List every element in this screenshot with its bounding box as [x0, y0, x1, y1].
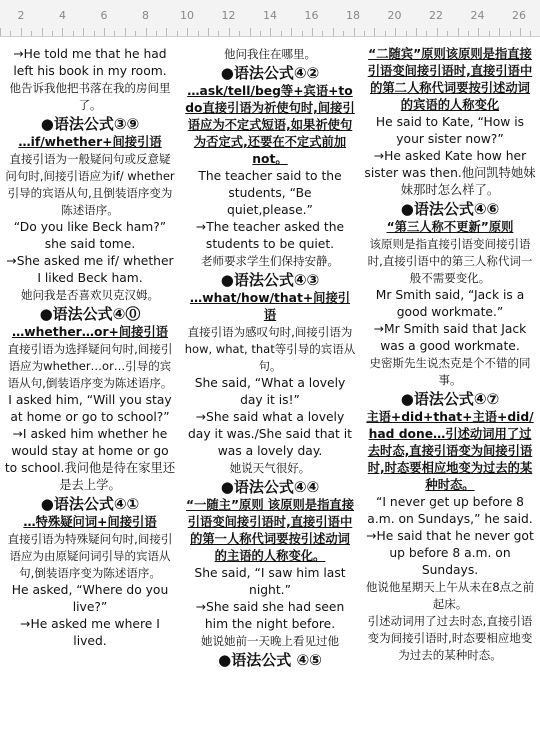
- formula-rule: “一随主”原则 该原则是指直接引语变间接引语时,直接引语中的第一人称代词要按引述动词的主语的人称变化。: [185, 498, 354, 563]
- formula-rule: …ask/tell/beg等+宾语+to do直接引语为祈使句时,间接引语应为不定式短语,如果祈使句为否定式,还要在不定式前加not。: [185, 84, 355, 166]
- ruler-tick: [208, 28, 209, 36]
- example-sentence: →He asked Kate how her sister was then.他问凯特她妹妹那时怎么样了。: [364, 149, 536, 197]
- ruler-tick: [510, 31, 511, 36]
- ruler-tick: [281, 31, 282, 36]
- example-sentence: →She asked me if/ whether I liked Beck ham.: [6, 254, 174, 285]
- ruler-tick: [364, 31, 365, 36]
- ruler-tick: [260, 31, 261, 36]
- ruler-tick: [218, 31, 219, 36]
- ruler-number: 16: [304, 9, 319, 22]
- chinese-text: 她说她前一天晚上看见过他: [201, 634, 339, 648]
- ruler-number: 20: [387, 9, 402, 22]
- ruler-tick: [437, 28, 438, 36]
- ruler-tick: [312, 28, 313, 36]
- formula-rule: …what/how/that+间接引语: [189, 291, 351, 322]
- example-sentence: →He asked me where I lived.: [20, 617, 160, 648]
- ruler-tick: [333, 28, 334, 36]
- ruler-tick: [21, 28, 22, 36]
- ruler-tick: [354, 28, 355, 36]
- ruler-tick: [166, 28, 167, 36]
- ruler-tick: [416, 28, 417, 36]
- ruler-number: 24: [470, 9, 485, 22]
- example-sentence: I asked him, “Will you stay at home or go to school?”: [8, 393, 172, 424]
- formula-heading: ●语法公式④①: [40, 495, 140, 513]
- ruler-tick: [198, 31, 199, 36]
- ruler-tick: [302, 31, 303, 36]
- chinese-text: 直接引语为感叹句时,间接引语为how, what, that等引导的宾语从句。: [184, 325, 356, 373]
- ruler: [0, 0, 540, 37]
- formula-heading: ●语法公式 ④⑤: [218, 651, 322, 669]
- chinese-text: 直接引语为选择疑问句时,间接引语应为whether…or…引导的宾语从句,倒装语序变为陈述语序。: [7, 342, 173, 390]
- ruler-number: 4: [59, 9, 66, 22]
- ruler-number: 10: [180, 9, 194, 22]
- formula-rule: “第三人称不更新”原则: [386, 220, 514, 234]
- ruler-tick: [270, 28, 271, 36]
- formula-heading: ●语法公式④②: [220, 64, 320, 82]
- chinese-text: 史密斯先生说杰克是个不错的同事。: [369, 356, 531, 387]
- ruler-number: 26: [512, 9, 526, 22]
- chinese-text: 他问我住在哪里。: [224, 47, 316, 61]
- formula-heading: ●语法公式④⑥: [400, 200, 500, 218]
- example-sentence: →He said that he never got up before 8 a.m. on Sundays.: [366, 529, 534, 577]
- ruler-tick: [114, 31, 115, 36]
- example-sentence: The teacher said to the students, “Be quiet,please.”: [198, 169, 342, 217]
- ruler-tick: [530, 31, 531, 36]
- ruler-number: 18: [346, 9, 360, 22]
- example-sentence: She said, “I saw him last night.”: [194, 566, 346, 597]
- chinese-text: 直接引语为一般疑问句或反意疑问句时,间接引语应为if/ whether引导的宾语从句,且倒装语序变为陈述语序。: [5, 152, 175, 217]
- ruler-number: 22: [429, 9, 443, 22]
- ruler-number: 14: [263, 9, 277, 22]
- example-sentence: He said to Kate, “How is your sister now?”: [375, 115, 525, 146]
- ruler-tick: [343, 31, 344, 36]
- ruler-tick: [187, 28, 188, 36]
- ruler-tick: [239, 31, 240, 36]
- ruler-tick: [156, 31, 157, 36]
- ruler-tick: [385, 31, 386, 36]
- example-sentence: →He told me that he had left his book in my room.: [13, 47, 167, 78]
- example-sentence: Mr Smith said, “Jack is a good workmate.”: [375, 288, 525, 319]
- ruler-tick: [125, 28, 126, 36]
- chinese-text: 他说他星期天上午从未在8点之前起床。: [365, 580, 535, 611]
- example-sentence: →She said what a lovely day it was./She said that it was a lovely day.: [188, 410, 352, 458]
- ruler-tick: [42, 28, 43, 36]
- formula-heading: ●语法公式④④: [220, 478, 320, 496]
- example-sentence: “Do you like Beck ham?” she said tome.: [13, 220, 167, 251]
- chinese-text: 老师要求学生们保持安静。: [201, 254, 339, 268]
- chinese-text: 直接引语为特殊疑问句时,间接引语应为由原疑问词引导的宾语从句,倒装语序变为陈述语序。: [7, 532, 173, 580]
- ruler-tick: [458, 28, 459, 36]
- ruler-tick: [520, 28, 521, 36]
- column-2: [180, 40, 360, 746]
- formula-heading: ●语法公式③⑨: [40, 115, 140, 133]
- ruler-tick: [73, 31, 74, 36]
- example-sentence: →I asked him whether he would stay at home or go to school.我问他是待在家里还是去上学。: [4, 427, 176, 492]
- ruler-tick: [62, 28, 63, 36]
- example-sentence: She said, “What a lovely day it is!”: [194, 376, 346, 407]
- ruler-tick: [395, 28, 396, 36]
- ruler-tick: [10, 31, 11, 36]
- ruler-tick: [291, 28, 292, 36]
- ruler-tick: [94, 31, 95, 36]
- ruler-tick: [406, 31, 407, 36]
- example-sentence: →The teacher asked the students to be quiet.: [195, 220, 345, 251]
- ruler-tick: [468, 31, 469, 36]
- example-sentence: →Mr Smith said that Jack was a good workmate.: [373, 322, 527, 353]
- chinese-text: 引述动词用了过去时态,直接引语变为间接引语时,时态要相应地变为过去的某种时态。: [367, 614, 533, 662]
- example-sentence: He asked, “Where do you live?”: [11, 583, 169, 614]
- ruler-tick: [31, 31, 32, 36]
- ruler-tick: [229, 28, 230, 36]
- ruler-tick: [250, 28, 251, 36]
- ruler-number: 2: [17, 9, 25, 22]
- formula-rule: …whether…or+间接引语: [11, 325, 169, 339]
- ruler-tick: [83, 28, 84, 36]
- formula-heading: ●语法公式④⓪: [39, 305, 141, 323]
- chinese-text: 该原则是指直接引语变间接引语时,直接引语中的第三人称代词一般不需要变化。: [367, 237, 533, 285]
- ruler-tick: [447, 31, 448, 36]
- ruler-tick: [146, 28, 147, 36]
- chinese-text: 她说天气很好。: [229, 461, 311, 475]
- formula-rule: “二随宾”原则该原则是指直接引语变间接引语时,直接引语中的第二人称代词要按引述动词的宾语的人称变化: [367, 47, 533, 112]
- column-1: [0, 40, 180, 746]
- ruler-tick: [0, 28, 1, 36]
- formula-rule: …if/whether+间接引语: [18, 135, 162, 149]
- ruler-number: 12: [221, 9, 236, 22]
- formula-rule: 主语+did+that+主语+did/ had done…引述动词用了过去时态,直接引语变为间接引语时,时态要相应地变为过去的某种时态。: [366, 410, 534, 492]
- formula-heading: ●语法公式④⑦: [400, 390, 500, 408]
- chinese-text: 他告诉我他把书落在我的房间里了。: [9, 81, 171, 112]
- ruler-tick: [52, 31, 53, 36]
- ruler-tick: [177, 31, 178, 36]
- ruler-number: 6: [100, 9, 108, 22]
- ruler-tick: [478, 28, 479, 36]
- ruler-tick: [499, 28, 500, 36]
- ruler-tick: [426, 31, 427, 36]
- ruler-tick: [104, 28, 105, 36]
- column-3: [360, 40, 540, 746]
- ruler-tick: [489, 31, 490, 36]
- example-sentence: “I never get up before 8 a.m. on Sundays,” he said.: [367, 495, 533, 526]
- document-page: [0, 40, 540, 746]
- chinese-text: 她问我是否喜欢贝克汉姆。: [21, 288, 159, 302]
- example-sentence: →She said she had seen him the night before.: [195, 600, 345, 631]
- ruler-tick: [135, 31, 136, 36]
- formula-rule: …特殊疑问词+间接引语: [23, 515, 157, 529]
- formula-heading: ●语法公式④③: [220, 271, 320, 289]
- ruler-number: 8: [142, 9, 149, 22]
- ruler-tick: [322, 31, 323, 36]
- ruler-tick: [374, 28, 375, 36]
